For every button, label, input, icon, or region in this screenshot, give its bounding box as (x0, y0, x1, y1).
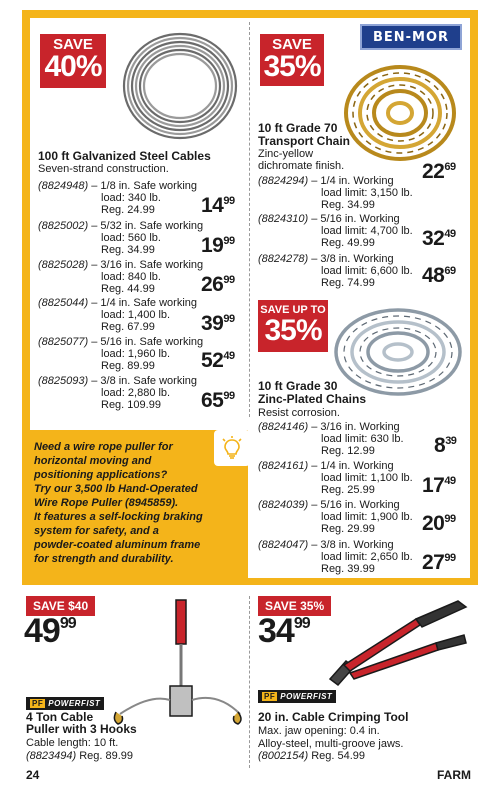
price: $52^{49}$ (201, 349, 235, 372)
crimper-desc-line2: Alloy-steel, multi-groove jaws. (258, 738, 404, 750)
puller-title-line1: 4 Ton Cable (26, 710, 94, 724)
list-item: (8825002) – 5/32 in. Safe working load: 560 lb. Reg. 34.99 (38, 220, 204, 256)
crimper-sku-reg: (8002154) Reg. 54.99 (258, 750, 366, 762)
crimping-tool-image (326, 595, 476, 687)
ben-mor-logo: BEN-MOR (360, 24, 462, 50)
badge-save-label: SAVE (53, 36, 93, 53)
badge-percent: 40% (44, 50, 102, 83)
steel-cable-coil-image (120, 28, 240, 143)
price: $65^{99}$ (201, 389, 235, 412)
badge-percent: 35% (264, 314, 322, 347)
crimper-save-badge: SAVE 35% (258, 596, 331, 616)
price: $22^{69}$ (422, 160, 456, 183)
price: $20^{99}$ (422, 512, 456, 535)
list-item: (8824310) – 5/16 in. Working load limit: 4,700 lb. Reg. 49.99 (258, 213, 413, 249)
list-item: (8824948) – 1/8 in. Safe working load: 340 lb. Reg. 24.99 (38, 180, 198, 216)
transport-chain-title-line1: 10 ft Grade 70 (258, 121, 338, 135)
column-divider-bottom (249, 596, 250, 768)
powerfist-logo: PF POWERFIST (258, 690, 336, 703)
list-item: (8824047) – 3/8 in. Working load limit: 2,650 lb. Reg. 39.99 (258, 539, 413, 575)
page-number: 24 (26, 768, 40, 782)
price: $17^{49}$ (422, 474, 456, 497)
price: $14^{99}$ (201, 194, 235, 217)
cables-title: 100 ft Galvanized Steel Cables (38, 149, 211, 163)
list-item: (8824161) – 1/4 in. Working load limit: 1,100 lb. Reg. 25.99 (258, 460, 413, 496)
badge-percent: 35% (263, 50, 321, 83)
transport-chain-desc-line2: dichromate finish. (258, 160, 345, 172)
transport-chain-title-line2: Transport Chain (258, 134, 351, 148)
powerfist-logo: PF POWERFIST (26, 697, 104, 710)
list-item: (8825028) – 3/16 in. Safe working load: 840 lb. Reg. 44.99 (38, 259, 204, 295)
crimper-title: 20 in. Cable Crimping Tool (258, 710, 409, 724)
zinc-chain-image (330, 300, 465, 400)
puller-price: $49^{99}$ (24, 612, 76, 650)
zinc-chain-save-badge (258, 300, 328, 352)
badge-save-label: SAVE (272, 36, 312, 53)
list-item: (8825093) – 3/8 in. Safe working load: 2,880 lb. Reg. 109.99 (38, 375, 198, 411)
tip-box: Need a wire rope puller for horizontal moving and positioning applications? Try our 3,500 lb Hand-Operated Wire Rope Puller (8945859). It features a self-locking braking system for safety, and a powder-coated aluminum frame for strength and durability. (34, 441, 203, 565)
price: $27^{99}$ (422, 551, 456, 574)
puller-description: Cable length: 10 ft. (26, 737, 119, 749)
gold-chain-image (340, 58, 462, 168)
list-item: (8825077) – 5/16 in. Safe working load: 1,960 lb. Reg. 89.99 (38, 336, 204, 372)
price: $8^{39}$ (434, 434, 457, 457)
crimper-desc-line1: Max. jaw opening: 0.4 in. (258, 725, 380, 737)
transport-chain-desc-line1: Zinc-yellow (258, 148, 314, 160)
list-item: (8824294) – 1/4 in. Working load limit: 3,150 lb. Reg. 34.99 (258, 175, 413, 211)
badge-save-label: SAVE UP TO (260, 304, 326, 316)
transport-chain-save-badge (260, 34, 324, 86)
cables-save-badge (40, 34, 106, 88)
price: $39^{99}$ (201, 312, 235, 335)
list-item: (8825044) – 1/4 in. Safe working load: 1,400 lb. Reg. 67.99 (38, 297, 198, 333)
price: $26^{99}$ (201, 273, 235, 296)
price: $32^{49}$ (422, 227, 456, 250)
column-divider (249, 22, 250, 417)
price: $19^{99}$ (201, 234, 235, 257)
crimper-price: $34^{99}$ (258, 612, 310, 650)
zinc-chain-title-line1: 10 ft Grade 30 (258, 379, 338, 393)
zinc-chain-description: Resist corrosion. (258, 407, 340, 419)
list-item: (8824146) – 3/16 in. Working load limit: 630 lb. Reg. 12.99 (258, 421, 404, 457)
puller-save-badge: SAVE $40 (26, 596, 95, 616)
zinc-chain-title-line2: Zinc-Plated Chains (258, 392, 367, 406)
section-label: FARM (437, 768, 471, 782)
price: $48^{69}$ (422, 264, 456, 287)
list-item: (8824278) – 3/8 in. Working load limit: 6,600 lb. Reg. 74.99 (258, 253, 413, 289)
list-item: (8824039) – 5/16 in. Working load limit: 1,900 lb. Reg. 29.99 (258, 499, 413, 535)
puller-sku-reg: (8823494) Reg. 89.99 (26, 750, 134, 762)
cables-description: Seven-strand construction. (38, 163, 169, 175)
cable-puller-image (110, 596, 246, 736)
puller-title-line2: Puller with 3 Hooks (26, 722, 137, 736)
